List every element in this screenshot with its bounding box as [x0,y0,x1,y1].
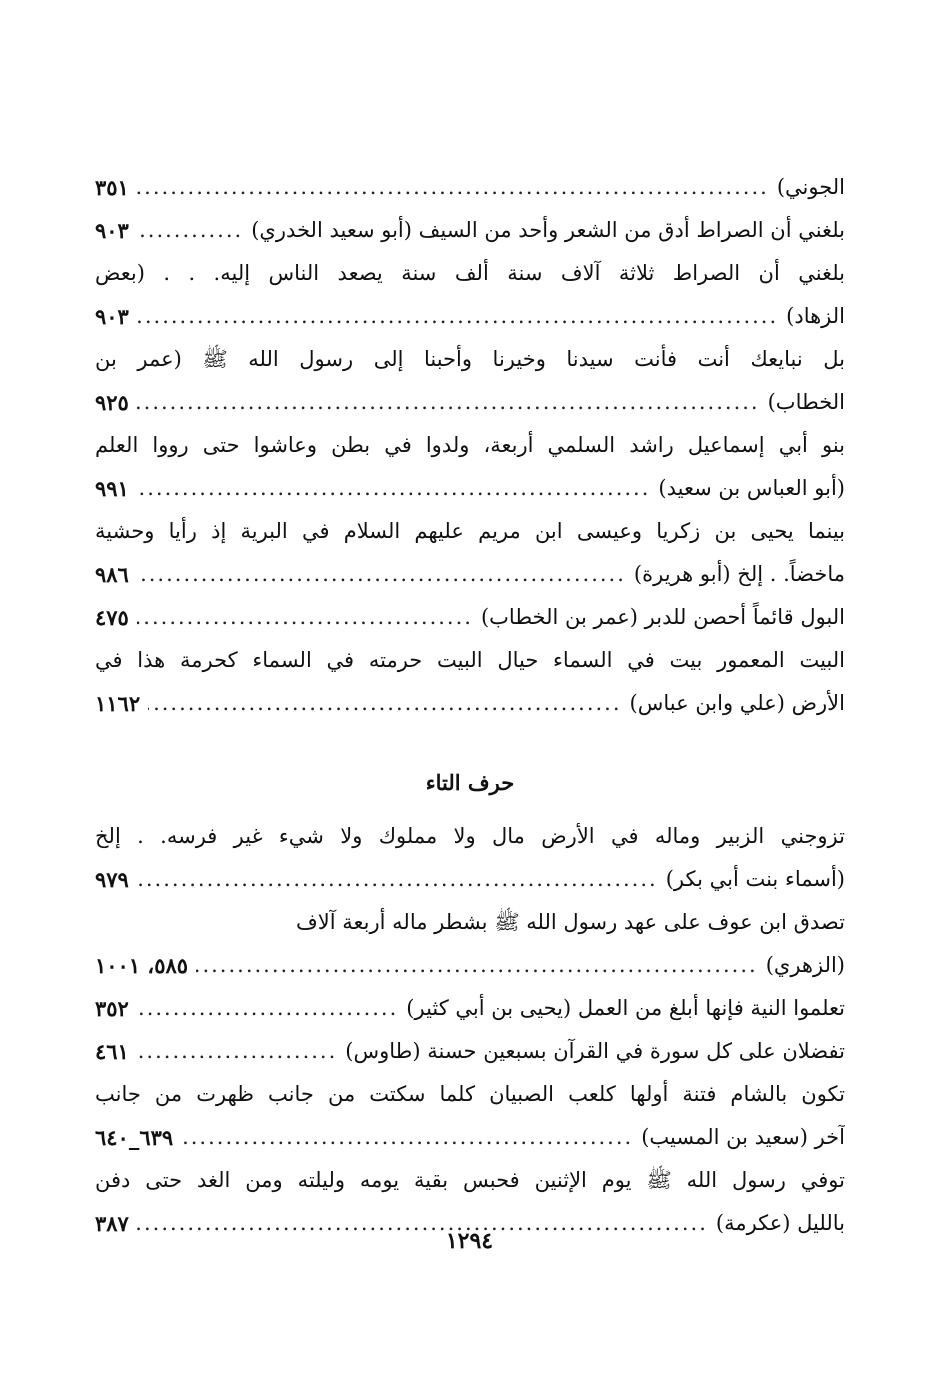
leader-dots [137,166,769,209]
entry-text: تفضلان على كل سورة في القرآن بسبعين حسنة (طاوس) [345,1039,845,1063]
leader-dots [137,858,658,901]
index-entry-line [95,209,845,252]
index-entry-line [95,944,845,987]
entry-page-ref: ٣٥٢ [95,996,129,1021]
entry-text: بلغني أن الصراط ثلاثة آلاف سنة ألف سنة يصعد الناس إليه. . . (بعض [95,261,845,285]
index-entry-line [95,510,845,553]
index-entry-line [95,252,845,295]
entry-text: البيت المعمور بيت في السماء حيال البيت حرمته في السماء كحرمة هذا في [95,648,845,672]
entry-text: تزوجني الزبير وماله في الأرض مال ولا مملوك ولا شيء غير فرسه. . إلخ [95,824,845,848]
index-entry-line [95,1030,845,1073]
leader-dots [196,944,758,987]
entry-text: بلغني أن الصراط أدق من الشعر وأحد من السيف (أبو سعيد الخدري) [251,218,845,242]
entry-text: تصدق ابن عوف على عهد رسول الله ﷺ بشطر ماله أربعة آلاف [296,910,845,934]
index-entry-line [95,1159,845,1202]
leader-dots [137,295,778,338]
section-heading: حرف التاء [425,770,515,795]
entry-text: تعلموا النية فإنها أبلغ من العمل (يحيى بن أبي كثير) [406,996,845,1020]
leader-dots [148,682,621,725]
entry-text: تكون بالشام فتنة أولها كلعب الصبيان كلما سكتت من جانب ظهرت من جانب [95,1082,845,1106]
entry-text: آخر (سعيد بن المسيب) [641,1125,845,1149]
entry-text: بل نبايعك أنت فأنت سيدنا وخيرنا وأحبنا إلى رسول الله ﷺ (عمر بن [95,347,845,371]
entry-text: الجوني) [776,175,845,199]
entry-page-ref: ٩٠٣ [95,304,129,329]
index-entry-line [95,424,845,467]
index-entry-line [95,987,845,1030]
entry-page-ref: ٩٧٩ [95,867,129,892]
page-number: ١٢٩٤ [445,1228,494,1254]
leader-dots [137,467,651,510]
entry-text: بالليل (عكرمة) [715,1211,845,1235]
entry-text: بينما يحيى بن زكريا وعيسى ابن مريم عليهم السلام في البرية إذ رأيا وحشية [95,519,845,543]
entry-text: توفي رسول الله ﷺ يوم الإثنين فحبس بقية يومه وليلته ومن الغد حتى دفن [95,1168,845,1192]
index-entry-line [95,553,845,596]
entry-page-ref: ٤٧٥ [95,605,129,630]
entry-page-ref: ٩٩١ [95,476,129,501]
entry-text: (الزهري) [765,953,845,977]
entry-page-ref: ٩٨٦ [95,562,129,587]
entry-page-ref: ٤٦١ [95,1039,129,1064]
leader-dots [137,209,243,252]
entry-text: ماخضاً. . إلخ (أبو هريرة) [633,562,845,586]
index-entry-line [95,1116,845,1159]
index-entry-line [95,682,845,725]
entry-page-ref: ٣٥١ [95,175,129,200]
leader-dots [137,596,473,639]
entry-text: البول قائماً أحصن للدبر (عمر بن الخطاب) [480,605,845,629]
leader-dots [181,1116,633,1159]
entry-page-ref: ٩٠٣ [95,218,129,243]
entry-text: الخطاب) [767,390,845,414]
entry-page-ref: ٣٨٧ [95,1211,129,1236]
leader-dots [137,553,626,596]
entry-text: الأرض (علي وابن عباس) [629,691,845,715]
entry-text: (أسماء بنت أبي بكر) [665,867,845,891]
index-entry-line [95,295,845,338]
index-entry-line [95,381,845,424]
leader-dots [137,1030,337,1073]
index-page [95,166,845,1245]
index-entry-line [95,166,845,209]
entry-text: بنو أبي إسماعيل راشد السلمي أربعة، ولدوا في بطن وعاشوا حتى رووا العلم [95,433,845,457]
entry-page-ref: ١١٦٢ [95,691,141,716]
index-entry-line [95,467,845,510]
index-entry-line [95,858,845,901]
index-entry-line [95,596,845,639]
index-entry-line [95,1073,845,1116]
index-entry-line [95,338,845,381]
entry-page-ref: ٦٣٩_٦٤٠ [95,1125,174,1150]
index-entry-line [95,815,845,858]
entry-page-ref: ٥٨٥، ١٠٠١ [95,953,189,978]
leader-dots [137,987,398,1030]
leader-dots [137,381,760,424]
entry-page-ref: ٩٢٥ [95,390,129,415]
index-entry-line [95,639,845,682]
index-entry-line [95,901,845,944]
entry-text: (أبو العباس بن سعيد) [658,476,845,500]
entry-text: الزهاد) [786,304,845,328]
